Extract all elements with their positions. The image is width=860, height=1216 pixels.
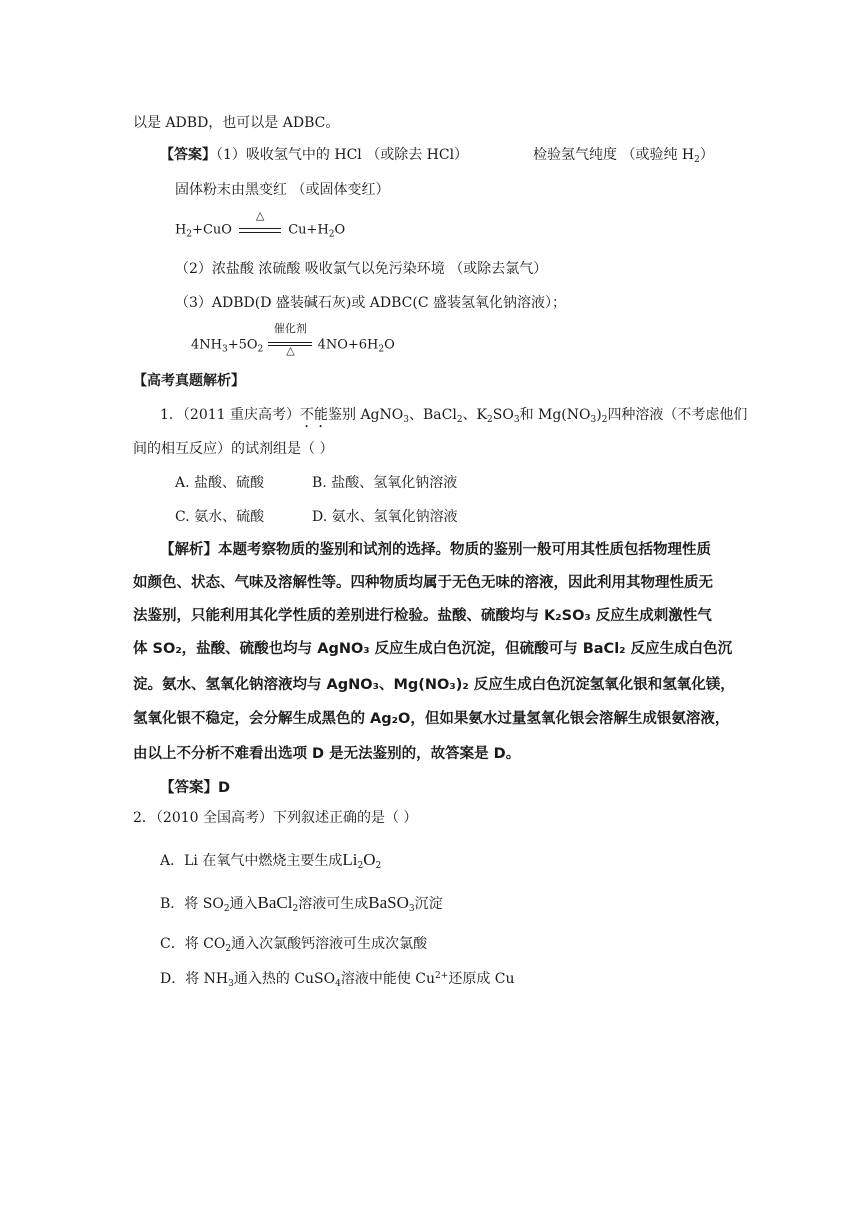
q1-source: 1．（2011 重庆高考） [160,407,300,423]
answer-part3: （3）ADBD(D 盛装碱石灰)或 ADBC(C 盛装氢氧化钠溶液）； [175,295,567,311]
q1-stem-line2: 间的相互反应）的试剂组是（ ） [133,441,334,457]
q2-option-a [160,851,381,870]
q2-c-text2: 通入次氯酸钙溶液可生成次氯酸 [231,936,428,952]
q1-analysis-line-3: 法鉴别，只能利用其化学性质的差别进行检验。盐酸、硫酸均与 K₂SO₃ 反应生成刺激性气 [133,608,712,624]
q1-analysis-line-2: 如颜色、状态、气味及溶解性等。四种物质均属于无色无味的溶液，因此利用其物理性质无 [133,575,713,591]
q2-a-formula2: O [363,850,376,869]
answer-part1 [160,146,468,164]
q2-b-formula2-sub: 3 [408,904,415,914]
q2-c-sub: 2 [225,944,232,954]
eq1-condition: △ [255,209,265,222]
eq1-right: Cu+H [288,222,329,238]
eq2-mid: +5O [227,337,258,353]
q1-option-a: A. 盐酸、硫酸 [175,475,265,491]
q1-answer-value: D [218,780,231,796]
answer-part1-b: 检验氢气纯度 （或验纯 H [533,147,695,163]
equation-1: $H_2+CuO$ △ $Cu+H_2O$ [175,209,346,240]
q2-b-formula2: BaSO [368,893,409,912]
eq2-right2: O [384,337,395,353]
q1-analysis-line-7: 由以上不分析不难看出选项 D 是无法鉴别的，故答案是 D。 [133,746,521,762]
eq2-condition: △ [286,344,295,357]
answer-part1-a: （1）吸收氢气中的 HCl （或除去 HCl） [216,147,469,163]
q1-option-b: B. 盐酸、氢氧化钠溶液 [312,475,458,491]
section-title: 【高考真题解析】 [133,373,245,389]
q2-a-text: A．Li 在氧气中燃烧主要生成 [160,853,343,869]
q1-analysis-line-1: 【解析】本题考察物质的鉴别和试剂的选择。物质的鉴别一般可用其性质包括物理性质 [160,542,711,558]
q2-option-b [160,894,443,913]
q2-a-sub2: 2 [375,861,382,871]
q1-option-c: C. 氨水、硫酸 [175,509,265,525]
q2-d-text3: 溶液中能使 Cu [340,971,436,987]
q1-analysis-line-4: 体 SO₂，盐酸、硫酸也均与 AgNO₃ 反应生成白色沉淀，但硫酸可与 BaCl₂ 反应生成白色沉 [133,641,733,657]
q2-d-text1: D．将 NH [160,971,229,987]
q1-analysis-line-6: 氢氧化银不稳定，会分解生成黑色的 Ag₂O，但如果氨水过量氢氧化银会溶解生成银氨溶液， [133,711,730,727]
q2-option-d [160,970,515,988]
answer-part1-b-sub: 2 [694,155,700,165]
q2-b-formula1-sub: 2 [292,904,299,914]
q1-option-d: D. 氨水、氢氧化钠溶液 [312,509,458,525]
q1-stem-i: 四种溶液（不考虑他们 [607,407,748,423]
eq1-right2: O [334,222,346,238]
q2-a-formula: Li [342,850,358,869]
eq1-arrow [239,209,281,238]
q2-b-sub: 2 [223,904,230,914]
eq2-arrow [268,322,312,357]
q2-d-text4: 还原成 Cu [448,971,515,987]
q2-a-sub1: 2 [357,861,364,871]
q2-b-text1: B．将 SO [160,896,224,912]
q1-analysis-line-5: 淀。氨水、氢氧化钠溶液均与 AgNO₃、Mg(NO₃)₂ 反应生成白色沉淀氢氧化银和氢氧化镁， [133,677,735,693]
answer-label: 【答案】 [160,147,216,163]
q2-option-c [160,935,427,953]
q2-b-formula1: BaCl [257,893,293,912]
q1-stem-e: 、K [462,407,488,423]
q1-stem-c: 鉴别 AgNO [328,407,404,423]
eq2-catalyst: 催化剂 [273,322,307,335]
eq2-left: 4NH [191,337,222,353]
answer-part1-c: 固体粉末由黑变红 （或固体变红） [175,182,390,198]
q1-answer-label: 【答案】 [160,780,218,796]
q2-b-text4: 沉淀 [414,896,443,912]
q2-d-sub2: 4 [335,979,341,989]
q1-stem-d: 、BaCl [408,407,457,423]
q1-emphasis: 不能 [300,407,328,423]
equation-2: $4NH_3+5O_2$ 催化剂 △ $4NO+6H_2O$ [191,322,395,357]
q1-answer [160,779,230,797]
q2-b-text3: 溶液可生成 [298,896,369,912]
continuation-line [133,114,339,132]
q1-stem-g: 和 Mg(NO [519,407,591,423]
q2-c-text1: C．将 CO [160,936,226,952]
q1-stem-h: ) [596,407,602,423]
q2-stem: 2．（2010 全国高考）下列叙述正确的是（ ） [133,810,418,826]
answer-part1-b-line [533,146,714,164]
q2-d-sup: 2+ [435,971,449,981]
answer-part1-b-end: ） [699,147,714,163]
q1-stem-f: SO [492,407,514,423]
eq2-right: 4NO+6H [317,337,379,353]
eq1-left: H [175,222,187,238]
q1-stem-line1: 1．（2011 重庆高考）不能鉴别 AgNO$_3$、BaCl$_2$、$K_2SO_3$和 $Mg(NO_3)_2$四种溶液（不考虑他们 [160,407,748,425]
q2-d-text2: 通入热的 CuSO [233,971,336,987]
q2-b-text2: 通入 [229,896,258,912]
continuation-text: 以是 ADBD，也可以是 ADBC。 [133,115,340,131]
eq1-left2: +CuO [192,222,232,238]
q2-d-sub: 3 [228,979,234,989]
answer-part2: （2）浓盐酸 浓硫酸 吸收氯气以免污染环境 （或除去氯气） [175,261,548,277]
